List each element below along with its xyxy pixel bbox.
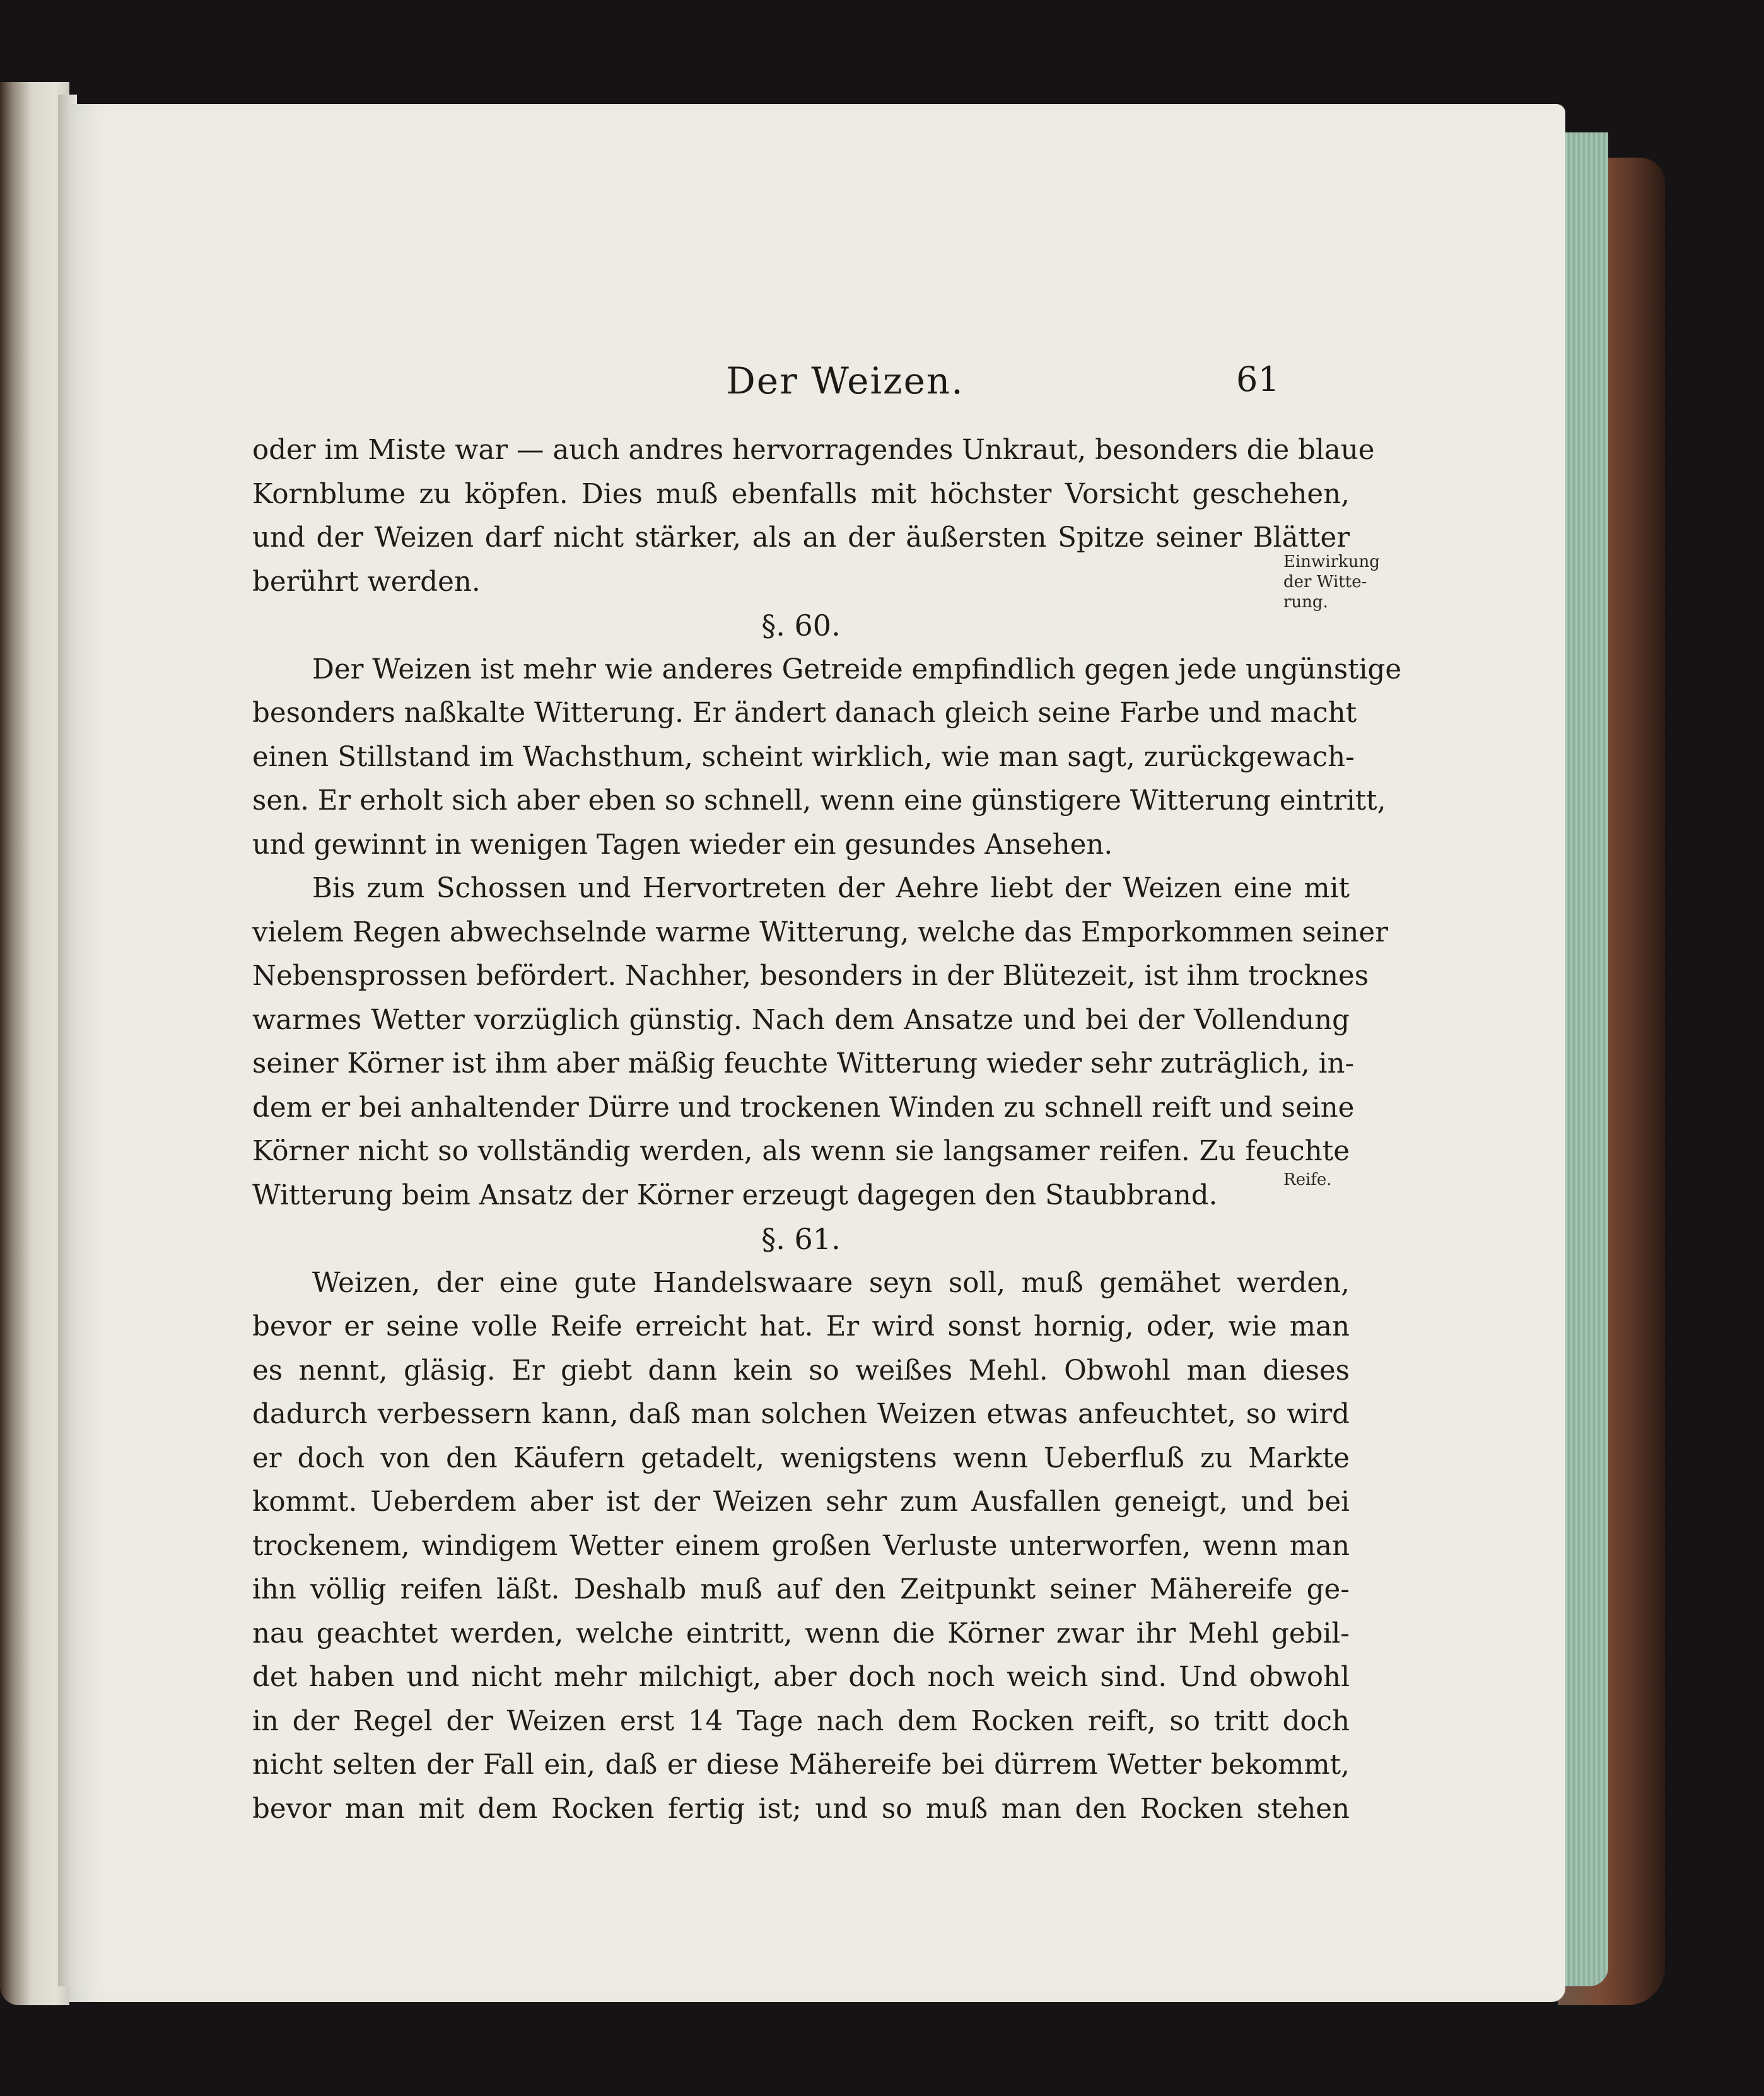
page-number: 61 (1236, 359, 1280, 399)
text-line: er doch von den Käufern getadelt, wenigstens wenn Ueberfluß zu Markte (252, 1442, 1350, 1474)
margin-note-witterung (1283, 552, 1380, 612)
margin-note-line: Reife. (1283, 1170, 1332, 1189)
text-line: Weizen, der eine gute Handelswaare seyn soll, muß gemähet werden, (312, 1267, 1350, 1299)
text-line: bevor er seine volle Reife erreicht hat. Er wird sonst hornig, oder, wie man (252, 1311, 1350, 1342)
text-line: und der Weizen darf nicht stärker, als an der äußersten Spitze seiner Blätter (252, 522, 1350, 554)
text-line: berührt werden. (252, 566, 481, 598)
running-title: Der Weizen. (726, 359, 964, 402)
text-line: Körner nicht so vollständig werden, als wenn sie langsamer reifen. Zu feuchte (252, 1136, 1350, 1167)
text-line: einen Stillstand im Wachsthum, scheint wirklich, wie man sagt, zurückgewach- (252, 741, 1355, 773)
section-heading-61: §. 61. (761, 1222, 841, 1256)
text-line: nicht selten der Fall ein, daß er diese Mähereife bei dürrem Wetter bekommt, (252, 1749, 1350, 1781)
text-line: ihn völlig reifen läßt. Deshalb muß auf den Zeitpunkt seiner Mähereife ge- (252, 1574, 1350, 1605)
text-line: vielem Regen abwechselnde warme Witterung, welche das Emporkommen seiner (252, 916, 1388, 948)
body-text (252, 429, 1402, 1831)
text-line: Kornblume zu köpfen. Dies muß ebenfalls mit höchster Vorsicht geschehen, (252, 478, 1350, 510)
text-line: nau geachtet werden, welche eintritt, wenn die Körner zwar ihr Mehl gebil- (252, 1617, 1350, 1650)
text-line: det haben und nicht mehr milchigt, aber doch noch weich sind. Und obwohl (252, 1662, 1350, 1693)
text-line: besonders naßkalte Witterung. Er ändert danach gleich seine Farbe und macht (252, 697, 1357, 729)
text-line: oder im Miste war — auch andres hervorragendes Unkraut, besonders die blaue (252, 434, 1375, 466)
book-page (69, 104, 1565, 2002)
text-line: dadurch verbessern kann, daß man solchen Weizen etwas anfeuchtet, so wird (252, 1399, 1350, 1430)
text-line: Bis zum Schossen und Hervortreten der Aehre liebt der Weizen eine mit (312, 873, 1350, 904)
margin-note-reife (1283, 1170, 1332, 1190)
text-line: trockenem, windigem Wetter einem großen Verluste unterworfen, wenn man (252, 1530, 1350, 1562)
text-line: bevor man mit dem Rocken fertig ist; und so muß man den Rocken stehen (252, 1793, 1350, 1825)
text-line: und gewinnt in wenigen Tagen wieder ein gesundes Ansehen. (252, 829, 1113, 861)
text-line: Der Weizen ist mehr wie anderes Getreide empfindlich gegen jede ungünstige (312, 653, 1402, 685)
text-line: es nennt, gläsig. Er giebt dann kein so weißes Mehl. Obwohl man dieses (252, 1354, 1350, 1387)
margin-note-line: rung. (1283, 593, 1328, 612)
text-line: dem er bei anhaltender Dürre und trockenen Winden zu schnell reift und seine (252, 1092, 1355, 1124)
margin-note-line: der Witte- (1283, 573, 1367, 591)
text-line: Nebensprossen befördert. Nachher, besonders in der Blütezeit, ist ihm trocknes (252, 960, 1369, 992)
text-line: Witterung beim Ansatz der Körner erzeugt dagegen den Staubbrand. (252, 1179, 1218, 1211)
text-line: kommt. Ueberdem aber ist der Weizen sehr zum Ausfallen geneigt, und bei (252, 1486, 1350, 1518)
text-line: warmes Wetter vorzüglich günstig. Nach dem Ansatze und bei der Vollendung (252, 1004, 1350, 1036)
section-heading-60: §. 60. (761, 608, 841, 643)
text-line: in der Regel der Weizen erst 14 Tage nach dem Rocken reift, so tritt doch (252, 1705, 1350, 1737)
text-line: seiner Körner ist ihm aber mäßig feuchte Witterung wieder sehr zuträglich, in- (252, 1048, 1355, 1080)
margin-note-line: Einwirkung (1283, 552, 1380, 571)
text-line: sen. Er erholt sich aber eben so schnell, wenn eine günstigere Witterung eintritt, (252, 785, 1386, 817)
